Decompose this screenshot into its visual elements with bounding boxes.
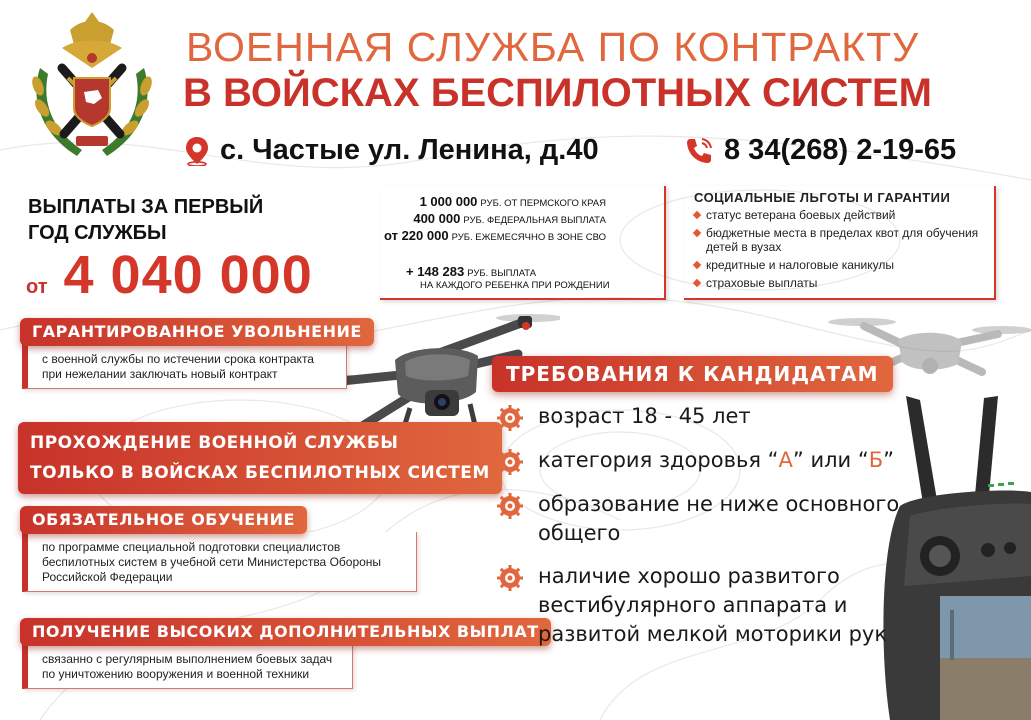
- list-item: кредитные и налоговые каникулы: [692, 258, 982, 272]
- social-benefits-list: [692, 208, 982, 294]
- list-item: бюджетные места в пределах квот для обучения детей в вузах: [692, 226, 982, 254]
- requirement-health: [538, 446, 894, 475]
- payments-breakdown: [380, 186, 666, 300]
- payment-line: [413, 211, 606, 226]
- phone-icon: [684, 136, 714, 166]
- payment-amount: 1 000 000: [419, 194, 478, 209]
- payment-line: [384, 228, 606, 243]
- requirement-age: возраст 18 - 45 лет: [538, 404, 751, 428]
- gear-bullet-icon: [496, 404, 524, 432]
- requirements-list: [496, 402, 916, 663]
- service-heading-line1: ПРОХОЖДЕНИЕ ВОЕННОЙ СЛУЖБЫ: [30, 433, 399, 453]
- extra-payments-heading: ПОЛУЧЕНИЕ ВЫСОКИХ ДОПОЛНИТЕЛЬНЫХ ВЫПЛАТ: [20, 618, 551, 646]
- gear-bullet-icon: [496, 564, 524, 592]
- list-item: страховые выплаты: [692, 276, 982, 290]
- payments-total-prefix: от: [26, 276, 48, 298]
- health-category-a: А: [778, 448, 793, 472]
- dismissal-description: с военной службы по истечении срока контракта при нежелании заключать новый контракт: [22, 344, 347, 389]
- list-item: [496, 402, 916, 432]
- requirement-vestibular: наличие хорошо развитого вестибулярного аппарата и развитой мелкой моторики рук: [538, 564, 888, 646]
- extra-payments-description: связанно с регулярным выполнением боевых задач по уничтожению вооружения и военной техники: [22, 644, 353, 689]
- address-block: [184, 134, 599, 167]
- health-text: ” или “: [792, 448, 869, 472]
- health-text: категория здоровья “: [538, 448, 779, 472]
- address-text: с. Частые ул. Ленина, д.40: [220, 134, 599, 166]
- payment-amount: от 220 000: [383, 228, 449, 243]
- child-bonus-text: РУБ. ВЫПЛАТА: [467, 268, 537, 279]
- payments-heading: [28, 194, 318, 246]
- payments-heading-line2: ГОД СЛУЖБЫ: [28, 222, 167, 244]
- health-text: ”: [883, 448, 895, 472]
- service-heading: [18, 422, 502, 494]
- phone-text: 8 34(268) 2-19-65: [724, 134, 957, 166]
- requirements-heading: ТРЕБОВАНИЯ К КАНДИДАТАМ: [492, 356, 893, 392]
- requirement-education: образование не ниже основного общего: [538, 492, 900, 545]
- gear-bullet-icon: [496, 448, 524, 476]
- dismissal-heading: ГАРАНТИРОВАННОЕ УВОЛЬНЕНИЕ: [20, 318, 374, 346]
- payments-total: [26, 244, 313, 306]
- list-item: статус ветерана боевых действий: [692, 208, 982, 222]
- service-heading-line2: ТОЛЬКО В ВОЙСКАХ БЕСПИЛОТНЫХ СИСТЕМ: [30, 463, 490, 483]
- location-pin-icon: [184, 136, 210, 166]
- training-description: по программе специальной подготовки специалистов беспилотных систем в учебной сети Министерства Обороны Российской Федерации: [22, 532, 417, 592]
- list-item: [496, 490, 916, 548]
- payment-amount: 400 000: [413, 211, 461, 226]
- page-title-line2: В ВОЙСКАХ БЕСПИЛОТНЫХ СИСТЕМ: [183, 71, 932, 115]
- payments-total-amount: 4 040 000: [63, 245, 313, 305]
- payment-line: [420, 194, 606, 209]
- social-benefits-heading: СОЦИАЛЬНЫЕ ЛЬГОТЫ И ГАРАНТИИ: [694, 190, 951, 205]
- training-heading: ОБЯЗАТЕЛЬНОЕ ОБУЧЕНИЕ: [20, 506, 307, 534]
- gear-bullet-icon: [496, 492, 524, 520]
- social-benefits-box: [684, 186, 996, 300]
- payment-text: РУБ. ФЕДЕРАЛЬНАЯ ВЫПЛАТА: [463, 215, 606, 226]
- child-bonus: [406, 266, 610, 292]
- phone-block: [684, 134, 956, 167]
- child-bonus-text-line2: НА КАЖДОГО РЕБЕНКА ПРИ РОЖДЕНИИ: [420, 280, 610, 291]
- payment-text: РУБ. ЕЖЕМЕСЯЧНО В ЗОНЕ СВО: [451, 232, 606, 243]
- list-item: [496, 446, 916, 476]
- page-title-line1: ВОЕННАЯ СЛУЖБА ПО КОНТРАКТУ: [186, 24, 920, 70]
- military-emblem-icon: [22, 8, 162, 168]
- health-category-b: Б: [868, 448, 884, 472]
- list-item: [496, 562, 916, 649]
- child-bonus-amount: + 148 283: [406, 264, 465, 279]
- payment-text: РУБ. ОТ ПЕРМСКОГО КРАЯ: [480, 198, 606, 209]
- payments-heading-line1: ВЫПЛАТЫ ЗА ПЕРВЫЙ: [28, 196, 264, 218]
